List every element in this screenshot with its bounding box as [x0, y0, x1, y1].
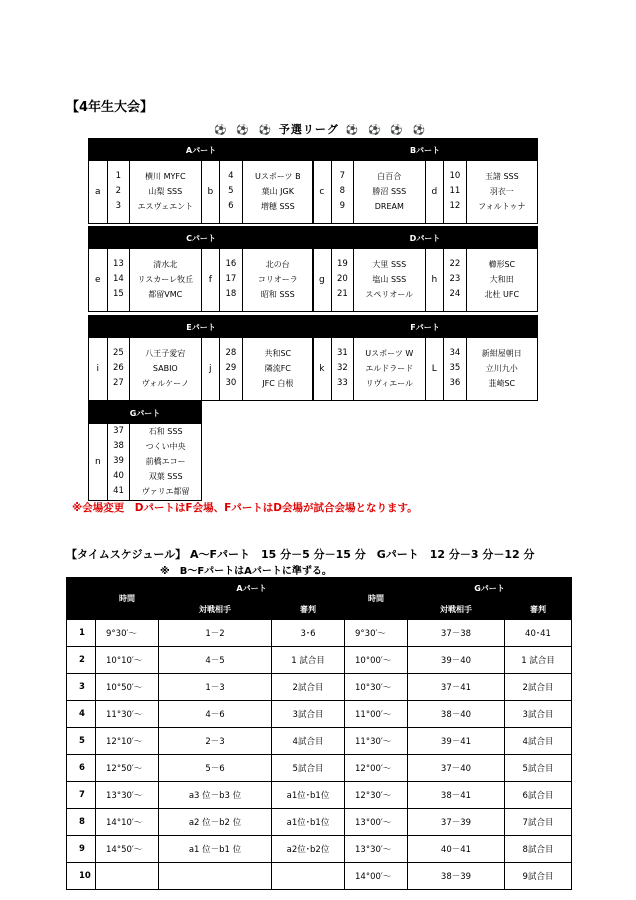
- team-number: 15: [112, 289, 124, 299]
- round-no-cell: 4: [67, 701, 96, 728]
- g-referee-cell: 1 試合目: [505, 647, 572, 674]
- g-referee-cell: 2試合目: [505, 674, 572, 701]
- team-number: 25: [112, 348, 124, 358]
- group-letter: L: [425, 338, 444, 400]
- team-name: 昭和 SSS: [260, 290, 295, 299]
- team-number: 35: [449, 363, 461, 373]
- group-letter: k: [319, 364, 325, 374]
- g-time-cell: 11°00′～: [345, 701, 408, 728]
- team-number: 4: [228, 171, 234, 181]
- a-referee-header: 審判: [272, 599, 345, 620]
- g-referee-cell: 7試合目: [505, 809, 572, 836]
- g-referee-cell: 8試合目: [505, 836, 572, 863]
- team-name: つくい中央: [145, 442, 186, 451]
- team-number: 21: [336, 289, 348, 299]
- part-header: Fパート: [313, 316, 537, 338]
- team-number: 41: [113, 486, 124, 496]
- team-number: 37: [113, 426, 124, 436]
- a-opponent-cell: [159, 863, 272, 890]
- a-referee-cell: a2位･b2位: [272, 836, 345, 863]
- g-referee-cell: 9試合目: [505, 863, 572, 890]
- team-number: 20: [336, 274, 348, 284]
- part-header: Eパート: [89, 316, 313, 338]
- g-time-cell: 14°00′～: [345, 863, 408, 890]
- prelim-league-heading: [212, 121, 428, 137]
- team-number: 27: [112, 378, 124, 388]
- a-opponent-cell: 1－3: [159, 674, 272, 701]
- a-time-cell: 10°50′～: [96, 674, 159, 701]
- team-number: 11: [449, 186, 461, 196]
- schedule-table: [66, 577, 572, 890]
- team-name: SABIO: [152, 364, 178, 373]
- schedule-row: [67, 674, 572, 701]
- g-time-cell: 10°00′～: [345, 647, 408, 674]
- team-number: 16: [225, 259, 237, 269]
- g-time-header: 時間: [345, 578, 408, 620]
- schedule-row: [67, 620, 572, 647]
- part-header: Gパート: [89, 402, 201, 424]
- team-number: 13: [112, 259, 124, 269]
- team-name: 白百合: [377, 172, 402, 181]
- team-number: 23: [449, 274, 461, 284]
- team-number: 28: [225, 348, 237, 358]
- schedule-row: [67, 836, 572, 863]
- a-referee-cell: 3試合目: [272, 701, 345, 728]
- g-time-cell: 13°30′～: [345, 836, 408, 863]
- team-name: 塩山 SSS: [372, 275, 407, 284]
- a-referee-cell: a1位･b1位: [272, 809, 345, 836]
- group-pair: [312, 226, 538, 312]
- team-number: 18: [225, 289, 237, 299]
- soccer-ball-icon: ⚽: [412, 125, 427, 136]
- team-name: 勝沼 SSS: [372, 187, 407, 196]
- g-referee-cell: 5試合目: [505, 755, 572, 782]
- g-opponent-cell: 37－40: [408, 755, 505, 782]
- team-number: 38: [113, 441, 124, 451]
- team-name: 大里 SSS: [372, 260, 407, 269]
- team-name: 大和田: [489, 275, 514, 284]
- prelim-label: 予選リーグ: [278, 123, 339, 136]
- a-opponent-cell: a3 位－b3 位: [159, 782, 272, 809]
- g-opponent-cell: 39－41: [408, 728, 505, 755]
- team-name: 八王子愛宕: [145, 349, 186, 358]
- team-name: 都留VMC: [148, 290, 183, 299]
- g-opponent-cell: 37－38: [408, 620, 505, 647]
- a-time-cell: 10°10′～: [96, 647, 159, 674]
- team-name: DREAM: [374, 202, 404, 211]
- team-number: 12: [449, 201, 461, 211]
- team-name: 石和 SSS: [148, 427, 183, 436]
- team-name: 横川 MYFC: [145, 172, 186, 181]
- team-number: 36: [449, 378, 461, 388]
- a-opponent-cell: 1－2: [159, 620, 272, 647]
- team-number: 19: [336, 259, 348, 269]
- g-referee-cell: 3試合目: [505, 701, 572, 728]
- team-number: 39: [113, 456, 124, 466]
- a-opponent-cell: a2 位－b2 位: [159, 809, 272, 836]
- team-name: コリオーラ: [257, 275, 298, 284]
- schedule-row: [67, 701, 572, 728]
- round-no-cell: 9: [67, 836, 96, 863]
- soccer-ball-icon: ⚽: [368, 125, 382, 136]
- a-opponent-cell: a1 位－b1 位: [159, 836, 272, 863]
- a-opponent-cell: 2－3: [159, 728, 272, 755]
- team-name: 山梨 SSS: [148, 187, 183, 196]
- page-title: 【4年生大会】: [66, 100, 154, 115]
- team-number: 40: [113, 471, 124, 481]
- team-name: 韮崎SC: [488, 379, 516, 388]
- team-number: 3: [115, 201, 122, 211]
- g-opponent-cell: 37－39: [408, 809, 505, 836]
- schedule-row: [67, 647, 572, 674]
- team-name: Uスポーツ B: [255, 172, 301, 181]
- team-number: 8: [339, 186, 346, 196]
- a-referee-cell: 1 試合目: [272, 647, 345, 674]
- g-time-cell: 11°30′～: [345, 728, 408, 755]
- group-letter: d: [425, 161, 444, 223]
- group-letter: c: [319, 187, 325, 197]
- g-opponent-cell: 39－40: [408, 647, 505, 674]
- group-pair: [88, 315, 314, 401]
- round-no-cell: 10: [67, 863, 96, 890]
- team-number: 14: [112, 274, 124, 284]
- team-name: 立川九小: [485, 364, 518, 373]
- soccer-ball-icon: ⚽: [236, 125, 250, 136]
- team-name: ヴォルケーノ: [141, 379, 189, 388]
- team-name: 羽衣一: [489, 187, 514, 196]
- group-letter: i: [96, 364, 100, 374]
- schedule-row: [67, 809, 572, 836]
- group-pair: [312, 138, 538, 224]
- round-no-cell: 2: [67, 647, 96, 674]
- team-name: 北杜 UFC: [484, 290, 520, 299]
- a-referee-cell: a1位･b1位: [272, 782, 345, 809]
- schedule-note: ※ B～FパートはAパートに準ずる。: [160, 566, 332, 577]
- g-opponent-cell: 38－41: [408, 782, 505, 809]
- a-opponent-cell: 4－6: [159, 701, 272, 728]
- team-number: 17: [225, 274, 237, 284]
- team-number: 30: [225, 378, 237, 388]
- a-time-cell: 14°10′～: [96, 809, 159, 836]
- g-opponent-cell: 40－41: [408, 836, 505, 863]
- team-name: 新紺屋朝日: [481, 349, 522, 358]
- a-time-cell: 13°30′～: [96, 782, 159, 809]
- group-g-block: [88, 401, 202, 501]
- g-referee-cell: 4試合目: [505, 728, 572, 755]
- team-name: スペリオール: [365, 290, 414, 299]
- part-header: Dパート: [313, 227, 537, 249]
- round-no-cell: 1: [67, 620, 96, 647]
- g-time-cell: 10°30′～: [345, 674, 408, 701]
- schedule-row: [67, 782, 572, 809]
- group-pair: [88, 138, 314, 224]
- g-time-cell: 9°30′～: [345, 620, 408, 647]
- soccer-ball-icon: ⚽: [258, 125, 273, 136]
- group-letter: j: [201, 338, 220, 400]
- team-name: ヴァリエ都留: [141, 487, 190, 496]
- team-number: 26: [112, 363, 124, 373]
- team-number: 32: [336, 363, 348, 373]
- g-time-cell: 12°00′～: [345, 755, 408, 782]
- a-referee-cell: 3･6: [272, 620, 345, 647]
- schedule-row: [67, 863, 572, 890]
- a-time-cell: 14°50′～: [96, 836, 159, 863]
- team-name: 隣流FC: [264, 364, 291, 373]
- soccer-ball-icon: ⚽: [345, 125, 360, 136]
- team-number: 5: [228, 186, 234, 196]
- team-number: 33: [336, 378, 348, 388]
- g-time-cell: 12°30′～: [345, 782, 408, 809]
- g-time-cell: 13°00′～: [345, 809, 408, 836]
- team-number: 29: [225, 363, 237, 373]
- a-referee-cell: [272, 863, 345, 890]
- team-number: 7: [339, 171, 346, 181]
- a-time-cell: 11°30′～: [96, 701, 159, 728]
- a-opponent-cell: 4－5: [159, 647, 272, 674]
- soccer-ball-icon: ⚽: [214, 125, 228, 136]
- team-name: 玉諸 SSS: [484, 172, 519, 181]
- group-letter: h: [425, 249, 444, 311]
- a-time-header: 時間: [96, 578, 159, 620]
- g-part-header: Gパート: [408, 578, 572, 599]
- team-number: 6: [228, 201, 234, 211]
- team-number: 10: [449, 171, 461, 181]
- group-letter: b: [201, 161, 220, 223]
- team-name: 前橋エコー: [145, 457, 186, 466]
- soccer-ball-icon: ⚽: [390, 125, 404, 136]
- group-letter: a: [95, 187, 101, 197]
- schedule-row: [67, 755, 572, 782]
- group-letter: e: [95, 275, 101, 285]
- team-name: 増穂 SSS: [260, 202, 295, 211]
- g-opponent-cell: 37－41: [408, 674, 505, 701]
- schedule-row: [67, 728, 572, 755]
- team-number: 1: [115, 171, 122, 181]
- team-name: Uスポーツ W: [365, 349, 414, 358]
- team-number: 24: [449, 289, 461, 299]
- team-number: 31: [336, 348, 348, 358]
- team-name: リスカーレ牧丘: [137, 275, 194, 284]
- a-referee-cell: 2試合目: [272, 674, 345, 701]
- team-name: エスヴェエント: [137, 202, 194, 211]
- schedule-title: 【タイムスケジュール】 A～Fパート 15 分－5 分－15 分 Gパート 12 分－3 分－12 分: [66, 548, 535, 561]
- venue-change-notice: ※会場変更 DパートはF会場、FパートはD会場が試合会場となります。: [72, 502, 418, 514]
- schedule-corner: [67, 578, 96, 620]
- team-name: フォルトゥナ: [478, 202, 526, 211]
- part-header: Aパート: [89, 139, 313, 161]
- a-opponent-cell: 5－6: [159, 755, 272, 782]
- round-no-cell: 3: [67, 674, 96, 701]
- a-time-cell: 9°30′～: [96, 620, 159, 647]
- g-opponent-cell: 38－40: [408, 701, 505, 728]
- part-header: Bパート: [313, 139, 537, 161]
- group-pair: [88, 226, 314, 312]
- g-opponent-cell: 38－39: [408, 863, 505, 890]
- team-number: 9: [339, 201, 346, 211]
- group-letter: n: [94, 457, 101, 467]
- round-no-cell: 8: [67, 809, 96, 836]
- team-name: リヴィエール: [365, 379, 413, 388]
- a-time-cell: [96, 863, 159, 890]
- a-part-header: Aパート: [159, 578, 345, 599]
- round-no-cell: 5: [67, 728, 96, 755]
- g-referee-cell: 40･41: [505, 620, 572, 647]
- a-time-cell: 12°10′～: [96, 728, 159, 755]
- team-name: JFC 白根: [262, 379, 294, 388]
- group-letter: f: [201, 249, 220, 311]
- a-time-cell: 12°50′～: [96, 755, 159, 782]
- team-name: 清水北: [153, 260, 178, 269]
- part-header: Cパート: [89, 227, 313, 249]
- a-referee-cell: 5試合目: [272, 755, 345, 782]
- team-number: 2: [115, 186, 122, 196]
- group-letter: g: [318, 275, 325, 285]
- g-opponent-header: 対戦相手: [408, 599, 505, 620]
- group-pair: [312, 315, 538, 401]
- round-no-cell: 7: [67, 782, 96, 809]
- team-name: 共和SC: [264, 349, 292, 358]
- a-referee-cell: 4試合目: [272, 728, 345, 755]
- team-name: エルドラード: [365, 364, 414, 373]
- team-name: 北の台: [265, 260, 290, 269]
- g-referee-header: 審判: [505, 599, 572, 620]
- g-referee-cell: 6試合目: [505, 782, 572, 809]
- team-number: 22: [449, 259, 461, 269]
- a-opponent-header: 対戦相手: [159, 599, 272, 620]
- team-name: 櫛形SC: [488, 260, 516, 269]
- round-no-cell: 6: [67, 755, 96, 782]
- team-number: 34: [449, 348, 461, 358]
- team-name: 葉山 JGK: [261, 187, 294, 196]
- team-name: 双葉 SSS: [148, 472, 183, 481]
